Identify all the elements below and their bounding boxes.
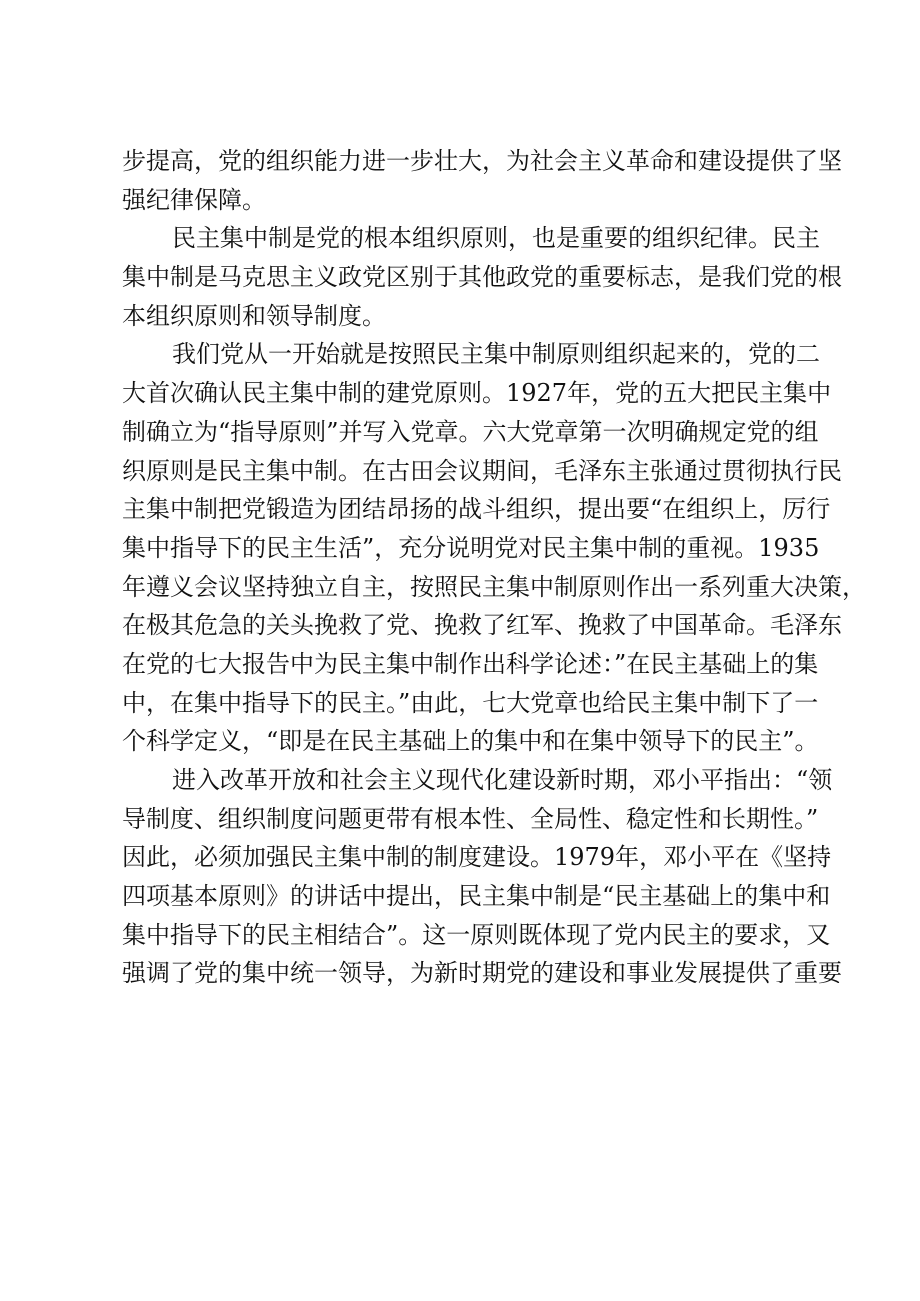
- paragraph-line: 集中指导下的民主相结合”。这一原则既体现了党内民主的要求，又: [122, 920, 831, 949]
- paragraph: [122, 219, 842, 335]
- paragraph-line: 年遵义会议坚持独立自主，按照民主集中制原则作出一系列重大决策，: [122, 572, 866, 601]
- paragraph-line: 我们党从一开始就是按照民主集中制原则组织起来的，党的二: [172, 340, 820, 369]
- paragraph-line: 织原则是民主集中制。在古田会议期间，毛泽东主张通过贯彻执行民: [122, 456, 842, 485]
- paragraph-line: 中，在集中指导下的民主。”由此，七大党章也给民主集中制下了一: [122, 688, 819, 717]
- paragraph-line: 大首次确认民主集中制的建党原则。1927年，党的五大把民主集中: [122, 379, 832, 408]
- paragraph-line: 强调了党的集中统一领导，为新时期党的建设和事业发展提供了重要: [122, 959, 842, 988]
- paragraph-line: 个科学定义，“即是在民主基础上的集中和在集中领导下的民主”。: [122, 727, 819, 756]
- paragraph-line: 导制度、组织制度问题更带有根本性、全局性、稳定性和长期性。”: [122, 804, 819, 833]
- paragraph-line: 强纪律保障。: [122, 185, 266, 214]
- paragraph-line: 四项基本原则》的讲话中提出，民主集中制是“民主基础上的集中和: [122, 882, 831, 911]
- paragraph-line: 集中制是马克思主义政党区别于其他政党的重要标志，是我们党的根: [122, 263, 842, 292]
- paragraph-line: 本组织原则和领导制度。: [122, 301, 386, 330]
- paragraph-line: 在极其危急的关头挽救了党、挽救了红军、挽救了中国革命。毛泽东: [122, 611, 842, 640]
- paragraph: [122, 142, 842, 219]
- paragraph-line: 制确立为“指导原则”并写入党章。六大党章第一次明确规定党的组: [122, 417, 819, 446]
- paragraph-line: 主集中制把党锻造为团结昂扬的战斗组织，提出要“在组织上，厉行: [122, 495, 831, 524]
- paragraph-line: 步提高，党的组织能力进一步壮大，为社会主义革命和建设提供了坚: [122, 147, 842, 175]
- paragraph: [122, 335, 866, 761]
- paragraph-line: 进入改革开放和社会主义现代化建设新时期，邓小平指出：“领: [172, 766, 833, 794]
- document-body: [122, 142, 866, 993]
- paragraph-line: 集中指导下的民主生活”，充分说明党对民主集中制的重视。1935: [122, 533, 820, 562]
- paragraph: [122, 761, 842, 993]
- paragraph-line: 民主集中制是党的根本组织原则，也是重要的组织纪律。民主: [172, 224, 820, 253]
- paragraph-line: 在党的七大报告中为民主集中制作出科学论述：”在民主基础上的集: [122, 649, 819, 678]
- paragraph-line: 因此，必须加强民主集中制的制度建设。1979年，邓小平在《坚持: [122, 843, 832, 872]
